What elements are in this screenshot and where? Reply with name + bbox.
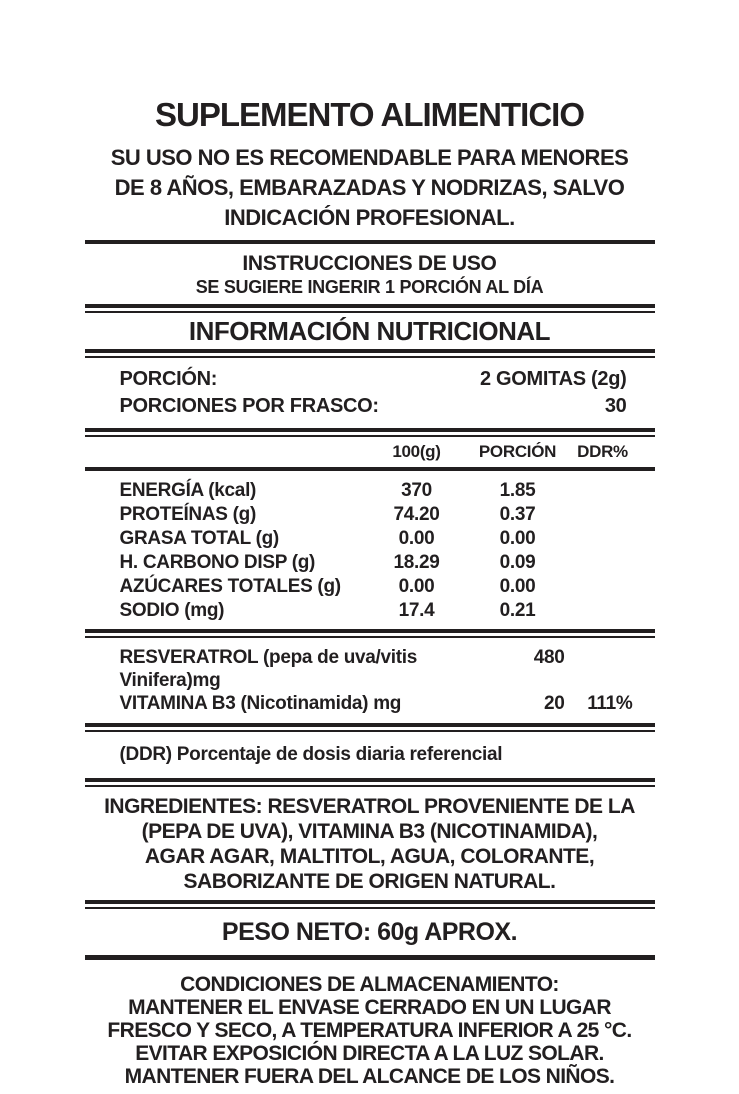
nutrient-label: GRASA TOTAL (g) [119,528,279,549]
instructions-detail: SE SUGIERE INGERIR 1 PORCIÓN AL DÍA [195,277,544,297]
table-row [120,551,635,575]
nutrient-portion: 0.37 [499,504,536,525]
storage-line: FRESCO Y SECO, A TEMPERATURA INFERIOR A 25 °C. [107,1019,632,1042]
instructions-section [85,244,655,304]
servings-value: 30 [604,395,627,417]
active-label: RESVERATROL (pepa de uva/vitis Vinifera)mg [119,647,418,691]
active-amount: 20 [543,693,565,714]
nutrient-portion: 0.00 [499,576,536,597]
nutrient-ddr [571,527,635,551]
nutrient-portion: 1.85 [499,480,536,501]
storage-line: EVITAR EXPOSICIÓN DIRECTA A LA LUZ SOLAR. [135,1042,604,1065]
nutrient-per100: 18.29 [393,552,440,573]
section-divider [85,778,655,787]
active-ddr: 111% [587,693,633,714]
nutrient-ddr [571,479,635,503]
nutrient-label: H. CARBONO DISP (g) [119,552,316,573]
nutrient-ddr [571,575,635,599]
nutrient-per100: 17.4 [398,600,435,621]
nutrient-ddr [571,551,635,575]
section-divider [85,349,655,358]
nutrient-portion: 0.09 [499,552,536,573]
serving-value: 2 GOMITAS (2g) [479,368,627,390]
nutrient-label: PROTEÍNAS (g) [119,504,256,525]
label-title: SUPLEMENTO ALIMENTICIO [154,96,584,133]
table-row [120,503,635,527]
warning-line: SU USO NO ES RECOMENDABLE PARA MENORES [110,145,629,170]
active-ingredients-table [85,638,655,723]
nutrition-table [85,471,655,629]
nutrient-per100: 74.20 [393,504,440,525]
instructions-heading: INSTRUCCIONES DE USO [242,252,497,275]
net-weight: PESO NETO: 60g APROX. [221,918,518,946]
nutrient-portion: 0.21 [499,600,536,621]
nutrient-per100: 0.00 [398,528,435,549]
nutrient-ddr [571,599,635,623]
warning-text [85,143,655,233]
servings-label: PORCIONES POR FRASCO: [119,395,379,417]
table-row [120,575,635,599]
servings-per-container-row [120,393,627,420]
nutrient-per100: 370 [401,480,432,501]
nutrient-label: SODIO (mg) [119,600,225,621]
table-row [120,692,633,715]
section-divider [85,428,655,437]
warning-line: DE 8 AÑOS, EMBARAZADAS Y NODRIZAS, SALVO [114,175,625,200]
storage-line: CONDICIONES DE ALMACENAMIENTO: [180,973,559,996]
ingredients-line: AGAR AGAR, MALTITOL, AGUA, COLORANTE, [144,845,595,868]
ingredients-line: (PEPA DE UVA), VITAMINA B3 (NICOTINAMIDA), [141,820,598,843]
table-row [120,527,635,551]
nutrition-heading: INFORMACIÓN NUTRICIONAL [188,316,551,346]
serving-row [120,366,627,393]
storage-line: MANTENER EL ENVASE CERRADO EN UN LUGAR [128,996,611,1019]
active-amount: 480 [533,647,565,668]
column-header-per100: 100(g) [392,442,441,461]
section-divider [85,304,655,313]
nutrient-ddr [571,503,635,527]
active-ddr [569,646,633,692]
ingredients-section [85,787,655,900]
ddr-footnote: (DDR) Porcentaje de dosis diaria referencial [119,744,503,765]
table-row [120,479,635,503]
storage-line: MANTENER FUERA DEL ALCANCE DE LOS NIÑOS. [124,1065,615,1088]
table-row [120,599,635,623]
column-header-ddr: DDR% [577,442,628,461]
table-header-spacer [120,441,369,462]
serving-info [85,358,655,428]
nutrient-per100: 0.00 [398,576,435,597]
storage-conditions-section [85,973,655,1088]
nutrient-label: AZÚCARES TOTALES (g) [119,576,341,597]
nutrient-label: ENERGÍA (kcal) [119,480,257,501]
section-divider [85,900,655,909]
serving-label: PORCIÓN: [119,368,218,390]
active-label: VITAMINA B3 (Nicotinamida) mg [119,693,402,714]
nutrient-portion: 0.00 [499,528,536,549]
section-divider [85,723,655,732]
warning-line: INDICACIÓN PROFESIONAL. [224,205,515,230]
ingredients-line: INGREDIENTES: RESVERATROL PROVENIENTE DE LA [104,795,635,818]
table-row [120,646,633,692]
ingredients-line: SABORIZANTE DE ORIGEN NATURAL. [183,870,556,893]
table-header-row [85,437,655,467]
section-divider [85,955,655,960]
supplement-label [85,0,655,1088]
section-divider [85,629,655,638]
column-header-portion: PORCIÓN [478,442,557,461]
